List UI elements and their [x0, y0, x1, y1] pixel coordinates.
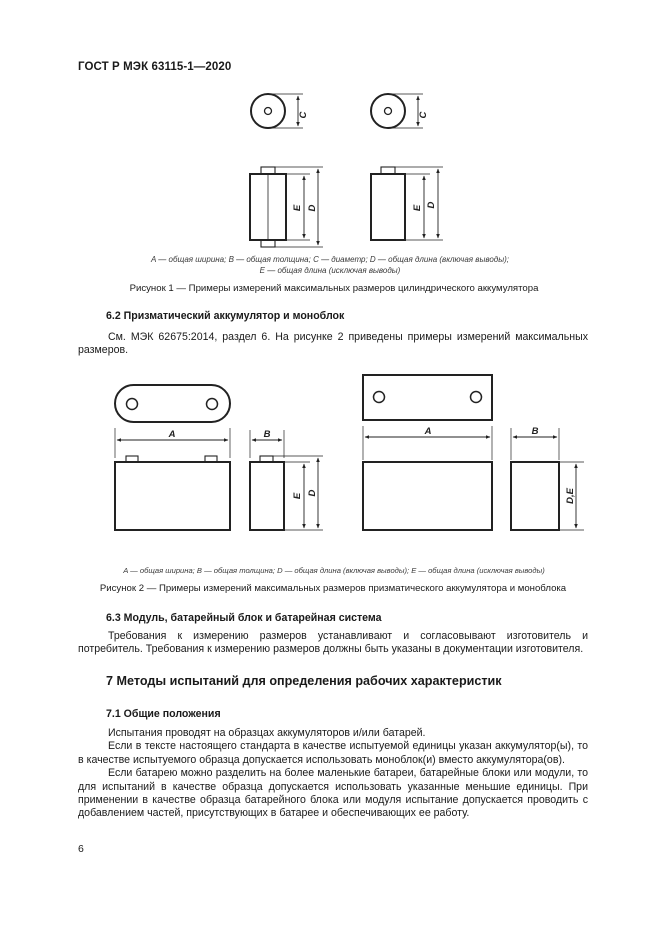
fig2-prismatic-left — [115, 385, 323, 530]
fig1-right-label-e: E — [412, 204, 423, 212]
fig2-right-label-a: A — [424, 426, 432, 437]
fig2-legend: A — общая ширина; B — общая толщина; D — общая длина (включая выводы); E — общая длина (исключая выводы) — [123, 566, 545, 575]
fig1-left-label-c: C — [298, 111, 309, 119]
fig1-left-label-e: E — [292, 204, 303, 212]
section-6-2-text: См. МЭК 62675:2014, раздел 6. На рисунке 2 приведены примеры измерений максимальных размеров. — [78, 331, 588, 357]
fig2-caption: Рисунок 2 — Примеры измерений максимальных размеров призматического аккумулятора и моноблока — [99, 583, 567, 594]
section-7-1-p3: Если батарею можно разделить на более маленькие батареи, батарейные блоки или модули, то для испытаний в качестве образца допускается использовать указанные меньшие единицы. При применении в качестве образца батарейного блока или модуля испытание допускается проводить с добавлением частей, присутствующих в батарее и обеспечивающих ее работу. — [78, 767, 588, 820]
section-6-2-paragraph — [78, 331, 588, 358]
fig1-right-label-c: C — [418, 111, 429, 119]
section-7-1-p2: Если в тексте настоящего стандарта в качестве испытуемой единицы указан аккумулятор(ы), то в качестве испытуемого образца допускается использовать моноблок(и) вместо аккумулятора(ов). — [78, 740, 588, 766]
fig2-right-label-b: B — [531, 426, 539, 437]
section-7-1-title: 7.1 Общие положения — [106, 708, 221, 720]
section-6-3-text: Требования к измерению размеров устанавливают и согласовывают изготовитель и потребитель. Требования к измерению размеров должны быть указаны в документации изготовителя. — [78, 630, 588, 656]
fig1-left-label-d: D — [307, 204, 318, 212]
section-7-1-body — [78, 727, 588, 821]
fig2-left-label-e: E — [292, 492, 303, 500]
fig1-cylinder-left — [250, 94, 323, 247]
section-6-3-title: 6.3 Модуль, батарейный блок и батарейная система — [106, 612, 382, 624]
fig1-legend-line2: E — общая длина (исключая выводы) — [259, 266, 401, 275]
fig2-left-label-a: A — [168, 429, 176, 440]
section-7-1-p1: Испытания проводят на образцах аккумуляторов и/или батарей. — [108, 727, 426, 739]
fig2-left-label-b: B — [263, 429, 271, 440]
fig1-right-label-d: D — [426, 201, 437, 209]
fig1-legend — [120, 254, 540, 276]
page-number: 6 — [78, 843, 84, 855]
fig1-caption: Рисунок 1 — Примеры измерений максимальных размеров цилиндрического аккумулятора — [129, 283, 539, 294]
section-6-2-title: 6.2 Призматический аккумулятор и моноблок — [106, 310, 345, 322]
section-7-title: 7 Методы испытаний для определения рабочих характеристик — [106, 674, 502, 688]
fig1-legend-line1: A — общая ширина; B — общая толщина; C — диаметр; D — общая длина (включая выводы); — [151, 255, 509, 264]
document-header: ГОСТ Р МЭК 63115-1—2020 — [78, 61, 232, 73]
section-6-3-paragraph — [78, 630, 588, 657]
fig1-cylinder-right — [371, 94, 443, 240]
fig2-right-label-de: D,E — [565, 488, 576, 504]
fig2-monoblock-right — [363, 375, 584, 530]
fig2-left-label-d: D — [307, 489, 318, 497]
